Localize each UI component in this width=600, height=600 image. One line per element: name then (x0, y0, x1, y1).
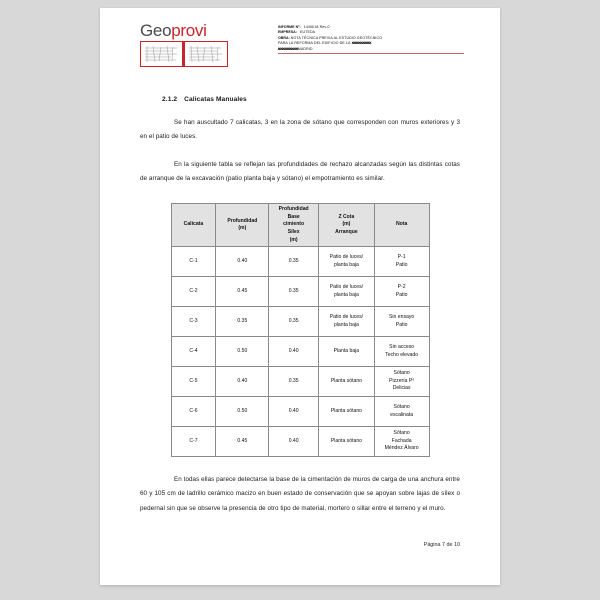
cell-base-silex (269, 277, 319, 307)
cell-base-silex (269, 367, 319, 397)
section-title-text: Calicatas Manuales (184, 96, 247, 103)
cell-nota-line-1: Sótano (393, 370, 410, 377)
informe-value: 14/06/18 Rev-0 (303, 25, 330, 29)
cell-zcota-line-2: planta baja (333, 291, 359, 298)
cell-calicata (171, 397, 216, 427)
table-body (171, 247, 429, 457)
cell-calicata (171, 427, 216, 457)
report-info-block (278, 25, 464, 52)
table-row (171, 337, 429, 367)
obra-redacted-2: XXXXXXXXX (278, 46, 298, 51)
obra-label: OBRA: (278, 35, 290, 40)
cell-calicata-line-1: C-4 (189, 347, 198, 354)
paragraph-2: En la siguiente tabla se reflejan las profundidades de rechazo alcanzadas según las distintas cotas de arranque de la excavación (patio planta baja y sótano) el empotramiento es similar. (140, 160, 460, 183)
cell-profundidad-line-1: 0.40 (237, 377, 248, 384)
cell-zcota-line-1: Patio de luces/ (329, 284, 364, 290)
th-base-l4: Sílex (287, 228, 300, 235)
cell-zcota (319, 427, 375, 457)
section-number: 2.1.2 (162, 96, 178, 103)
cell-profundidad-line-1: 0.45 (237, 437, 248, 444)
cell-nota-line-1: Sin acceso (389, 344, 415, 350)
empresa-value: EUTEDA (299, 30, 316, 35)
th-base-silex (269, 204, 319, 247)
cell-calicata-line-1: C-6 (189, 407, 198, 414)
table-row (171, 277, 429, 307)
cell-zcota-line-1: Planta sótano (330, 437, 362, 444)
calicatas-table-wrapper (140, 203, 460, 457)
paragraph-1: Se han auscultado 7 calicatas, 3 en la zona de sótano que corresponden con muros exteriores y 3 en el patio de luces. (140, 119, 460, 141)
cell-nota-line-2: Fachada (391, 437, 412, 444)
cell-profundidad-line-1: 0.50 (237, 407, 248, 414)
header-divider (278, 53, 464, 54)
table-row (171, 247, 429, 277)
cell-calicata (171, 337, 216, 367)
cell-profundidad-line-1: 0.50 (237, 347, 248, 354)
cell-nota (374, 277, 429, 307)
th-base-l2: Base (287, 213, 300, 220)
cell-profundidad (216, 277, 269, 307)
cell-base-silex-line-1: 0.35 (288, 377, 299, 384)
cell-nota-line-2: Patio (395, 321, 408, 328)
table-row (171, 307, 429, 337)
cell-nota-line-2: Techo elevado (385, 351, 419, 358)
th-profundidad-l1: Profundidad (227, 217, 258, 224)
cell-calicata (171, 277, 216, 307)
cell-calicata-line-1: C-2 (189, 287, 198, 294)
cell-base-silex (269, 307, 319, 337)
cell-zcota-line-2: planta baja (333, 321, 359, 328)
cell-profundidad (216, 307, 269, 337)
cell-zcota-line-1: Patio de luces/ (329, 314, 364, 320)
cell-base-silex (269, 397, 319, 427)
logo-emblem-box (140, 41, 228, 67)
cell-calicata-line-1: C-3 (189, 317, 198, 324)
cell-nota-line-1: Sótano (393, 404, 410, 410)
page-footer (100, 542, 500, 548)
logo-red-bar (182, 41, 185, 67)
th-nota-label: Nota (395, 221, 408, 228)
logo-text-provi: provi (171, 21, 207, 40)
table-head (171, 204, 429, 247)
th-nota (374, 204, 429, 247)
cell-nota (374, 247, 429, 277)
cell-profundidad (216, 427, 269, 457)
cell-profundidad-line-1: 0.35 (237, 317, 248, 324)
cell-base-silex-line-1: 0.35 (288, 257, 299, 264)
cell-base-silex-line-1: 0.35 (288, 287, 299, 294)
cell-nota-line-1: P-1 (397, 254, 406, 260)
cell-nota-line-1: Sin ensayo (389, 314, 415, 320)
cell-zcota (319, 307, 375, 337)
cell-zcota (319, 337, 375, 367)
cell-calicata-line-1: C-5 (189, 377, 198, 384)
table-header-row (171, 204, 429, 247)
th-profundidad-l2: (m) (238, 225, 247, 232)
cell-zcota-line-1: Patio de luces/ (329, 254, 364, 260)
table-row (171, 397, 429, 427)
logo-wordmark (140, 22, 232, 39)
page-body (100, 96, 500, 516)
cell-profundidad (216, 367, 269, 397)
cell-nota-line-2: escalinata (390, 411, 414, 418)
cell-zcota-line-1: Planta baja (333, 347, 360, 354)
cell-profundidad-line-1: 0.45 (237, 287, 248, 294)
paragraph-3: En todas ellas parece detectarse la base de la cimentación de muros de carga de una anchura entre 60 y 105 cm de ladrillo cerámico macizo en buen estado de conservación que se apoyan sobre lajas de sílex o pedernal sin que se observe la presencia de otro tipo de material, mortero o sillar entre el terreno y el muro. (140, 476, 460, 512)
page-header (100, 8, 500, 70)
cell-profundidad (216, 247, 269, 277)
cell-nota-line-3: Méndez Álvaro (384, 445, 419, 452)
informe-label: INFORME Nº: (278, 25, 301, 29)
cell-nota-line-2: Pizzería Pº (389, 377, 415, 384)
cell-zcota-line-1: Planta sótano (330, 377, 362, 384)
th-zcota-l3: Arranque (335, 228, 358, 235)
cell-zcota (319, 367, 375, 397)
cell-base-silex-line-1: 0.40 (288, 347, 299, 354)
th-base-l3: cimiento (283, 221, 305, 228)
cell-nota-line-1: Sótano (393, 430, 410, 437)
cell-profundidad (216, 337, 269, 367)
obra-value-line1: NOTA TÉCNICA PREVIA AL ESTUDIO GEOTÉCNICO (290, 35, 383, 40)
cell-nota-line-1: P-2 (397, 284, 406, 290)
section-heading (162, 96, 460, 103)
cell-zcota (319, 277, 375, 307)
cell-base-silex-line-1: 0.35 (288, 317, 299, 324)
cell-zcota (319, 247, 375, 277)
table-row (171, 367, 429, 397)
th-zcota-l1: Z Cota (338, 213, 355, 220)
th-profundidad (216, 204, 269, 247)
cell-calicata-line-1: C-7 (189, 437, 198, 444)
th-calicata-label: Calicata (183, 221, 204, 228)
th-base-l1: Profundidad (278, 206, 309, 213)
th-zcota-l2: (m) (342, 221, 351, 228)
th-base-l5: (m) (289, 236, 298, 243)
obra-redacted-1: XXXXXXXXX (351, 41, 372, 46)
cell-calicata (171, 367, 216, 397)
th-zcota (319, 204, 375, 247)
document-page (100, 8, 500, 585)
company-logo (140, 22, 232, 67)
cell-nota-line-2: Patio (395, 291, 408, 298)
cell-base-silex-line-1: 0.40 (288, 437, 299, 444)
table-row (171, 427, 429, 457)
cell-nota (374, 427, 429, 457)
cell-profundidad (216, 397, 269, 427)
cell-nota (374, 307, 429, 337)
page-number-label: Página 7 de 10 (423, 542, 460, 549)
cell-base-silex (269, 427, 319, 457)
cell-base-silex (269, 337, 319, 367)
info-line-obra-3 (278, 47, 464, 52)
th-calicata (171, 204, 216, 247)
cell-base-silex (269, 247, 319, 277)
cell-nota (374, 397, 429, 427)
cell-calicata (171, 307, 216, 337)
cell-calicata-line-1: C-1 (189, 257, 198, 264)
logo-text-geo: Geo (140, 21, 172, 40)
cell-nota-line-2: Patio (395, 261, 408, 268)
cell-profundidad-line-1: 0.40 (237, 257, 248, 264)
cell-base-silex-line-1: 0.40 (288, 407, 299, 414)
obra-value-line3: MADRID (297, 46, 313, 51)
empresa-label: EMPRESA: (278, 30, 297, 35)
cell-nota (374, 367, 429, 397)
cell-zcota (319, 397, 375, 427)
cell-zcota-line-2: planta baja (333, 261, 359, 268)
cell-calicata (171, 247, 216, 277)
cell-nota (374, 337, 429, 367)
obra-value-line2: PARA LA REFORMA DEL EDIFICIO DE LA (278, 41, 351, 46)
calicatas-table (171, 203, 430, 457)
cell-nota-line-3: Delicias (392, 385, 411, 392)
cell-zcota-line-1: Planta sótano (330, 407, 362, 414)
